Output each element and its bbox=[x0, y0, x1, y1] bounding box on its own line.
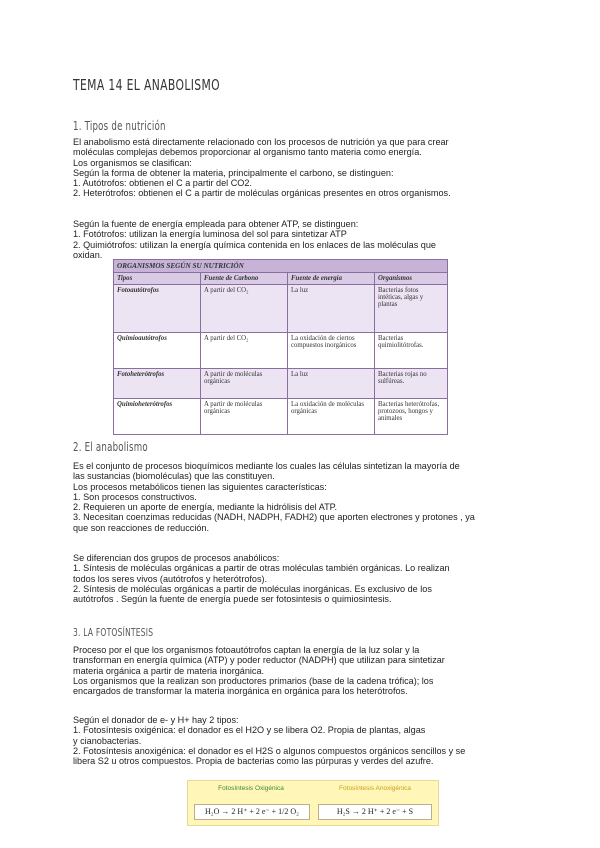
text-line: 2. Quimiótrofos: utilizan la energía química contenida en los enlaces de las moléculas que bbox=[73, 239, 436, 250]
text-line: El anabolismo está directamente relacionado con los procesos de nutrición ya que para crear bbox=[73, 137, 449, 147]
table-cell: Quimioheterótrofos bbox=[114, 399, 201, 435]
section-3-paragraph-2 bbox=[73, 715, 465, 766]
text-line: Se diferencian dos grupos de procesos anabólicos: bbox=[73, 553, 280, 563]
section-3-heading: 3. LA FOTOSÍNTESIS bbox=[73, 627, 154, 639]
text-line: y cianobacterias. bbox=[73, 735, 142, 746]
text-line: autótrofos . Según la fuente de energía puede ser fotosintesis o quimiosintesis. bbox=[73, 594, 392, 605]
table-cell: Bacterias quimiolitótrofas. bbox=[375, 333, 448, 369]
text-line: Proceso por el que los organismos fotoautótrofos captan la energía de la luz solar y la bbox=[73, 645, 420, 655]
table-row bbox=[114, 399, 448, 435]
table-cell: A partir de moléculas orgánicas bbox=[201, 369, 288, 399]
text-line: Los organismos se clasifican: bbox=[73, 157, 192, 168]
table-cell: La luz bbox=[288, 369, 375, 399]
table-cell: Fotoheterótrofos bbox=[114, 369, 201, 399]
table-cell: A partir del CO₂ bbox=[201, 333, 288, 369]
table-cell: La oxidación de moléculas orgánicas bbox=[288, 399, 375, 435]
table-header: Tipos bbox=[114, 273, 201, 285]
anoxigenic-equation: H₂S → 2 H⁺ + 2 e⁻ + S bbox=[318, 804, 432, 820]
text-line: oxidan. bbox=[73, 249, 103, 260]
text-line: encargados de transformar la materia inorgánica en orgánica para los heterótrofos. bbox=[73, 686, 408, 697]
section-2-paragraph-2 bbox=[73, 553, 450, 604]
text-line: 2. Requieren un aporte de energía, mediante la hidrólisis del ATP. bbox=[73, 502, 338, 513]
section-1-heading: 1. Tipos de nutrición bbox=[73, 119, 166, 133]
text-line: 1. Autótrofos: obtienen el C a partir del CO2. bbox=[73, 178, 252, 189]
text-line: 2. Heterótrofos: obtienen el C a partir de moléculas orgánicas presentes en otros organismos. bbox=[73, 188, 451, 199]
oxigenic-label: Fotosíntesis Oxigénica bbox=[218, 785, 284, 792]
text-line: Es el conjunto de procesos bioquímicos mediante los cuales las células sintetizan la mayoría de bbox=[73, 461, 460, 471]
table-header-row bbox=[114, 273, 448, 285]
section-2-heading: 2. El anabolismo bbox=[73, 440, 148, 454]
table-header: Organismos bbox=[375, 273, 448, 285]
nutrition-table bbox=[113, 259, 448, 435]
table-caption: ORGANISMOS SEGÚN SU NUTRICIÓN bbox=[114, 260, 448, 273]
anoxigenic-label: Fotosíntesis Anoxigénica bbox=[339, 785, 411, 792]
text-line: libera S2 u otros compuestos. Propia de bacterias como las púrpuras y verdes del azufre. bbox=[73, 756, 434, 767]
text-line: 2. Fotosíntesis anoxigénica: el donador es el H2S o algunos compuestos orgánicos sencillos y se bbox=[73, 745, 466, 756]
text-line: Según la fuente de energía empleada para obtener ATP, se distinguen: bbox=[73, 219, 359, 229]
text-line: 3. Necesitan coenzimas reducidas (NADH, NADPH, FADH2) que aporten electrones y protones , ya bbox=[73, 512, 475, 523]
text-line: 1. Son procesos constructivos. bbox=[73, 491, 197, 502]
text-line: Según el donador de e- y H+ hay 2 tipos: bbox=[73, 715, 239, 725]
oxigenic-equation: H₂O → 2 H⁺ + 2 e⁻ + 1/2 O₂ bbox=[194, 804, 310, 820]
table-cell: Bacterias fotos intéticas, algas y plantas bbox=[375, 285, 448, 333]
table-cell: Fotoautótrofos bbox=[114, 285, 201, 333]
table-cell: Bacterias rojas no sulfúreas. bbox=[375, 369, 448, 399]
section-1-paragraph bbox=[73, 137, 451, 199]
section-2-paragraph bbox=[73, 461, 475, 533]
text-line: 1. Fotosíntesis oxigénica: el donador es el H2O y se libera O2. Propia de plantas, algas bbox=[73, 725, 426, 736]
table-cell: La luz bbox=[288, 285, 375, 333]
table-row bbox=[114, 333, 448, 369]
table-cell: A partir del CO₂ bbox=[201, 285, 288, 333]
text-line: Los procesos metabólicos tienen las siguientes características: bbox=[73, 481, 327, 492]
text-line: que son reacciones de reducción. bbox=[73, 522, 209, 533]
photosynthesis-equations bbox=[187, 780, 439, 826]
text-line: las sustancias (biomoléculas) que las constituyen. bbox=[73, 471, 275, 482]
table-cell: La oxidación de ciertos compuestos inorgánicos bbox=[288, 333, 375, 369]
text-line: 1. Síntesis de moléculas orgánicas a partir de otras moléculas también orgánicas. Lo realizan bbox=[73, 563, 450, 574]
text-line: transforman en energía química (ATP) y poder reductor (NADPH) que utilizan para sintetizar bbox=[73, 655, 445, 666]
table-header: Fuente de energía bbox=[288, 273, 375, 285]
table-cell: A partir de moléculas orgánicas bbox=[201, 399, 288, 435]
table-cell: Quimioautótrofos bbox=[114, 333, 201, 369]
table-cell: Bacterias heterótrofas, protozoos, hongos y animales bbox=[375, 399, 448, 435]
text-line: todos los seres vivos (autótrofos y heterótrofos). bbox=[73, 573, 268, 584]
table-row bbox=[114, 285, 448, 333]
text-line: Según la forma de obtener la materia, principalmente el carbono, se distinguen: bbox=[73, 167, 394, 178]
text-line: materia orgánica a partir de materia inorgánica. bbox=[73, 665, 265, 676]
text-line: 2. Síntesis de moléculas orgánicas a partir de moléculas inorgánicas. Es exclusivo de los bbox=[73, 583, 432, 594]
table-header: Fuente de Carbono bbox=[201, 273, 288, 285]
table-row bbox=[114, 369, 448, 399]
page-title: TEMA 14 EL ANABOLISMO bbox=[73, 76, 221, 94]
text-line: Los organismos que la realizan son productores primarios (base de la cadena trófica); los bbox=[73, 675, 434, 686]
section-3-paragraph bbox=[73, 645, 445, 696]
text-line: 1. Fotótrofos: utilizan la energía luminosa del sol para sintetizar ATP bbox=[73, 229, 347, 240]
text-line: moléculas complejas debemos proporcionar al organismo tanto materia como energía. bbox=[73, 147, 422, 158]
section-1-paragraph-2 bbox=[73, 219, 436, 260]
